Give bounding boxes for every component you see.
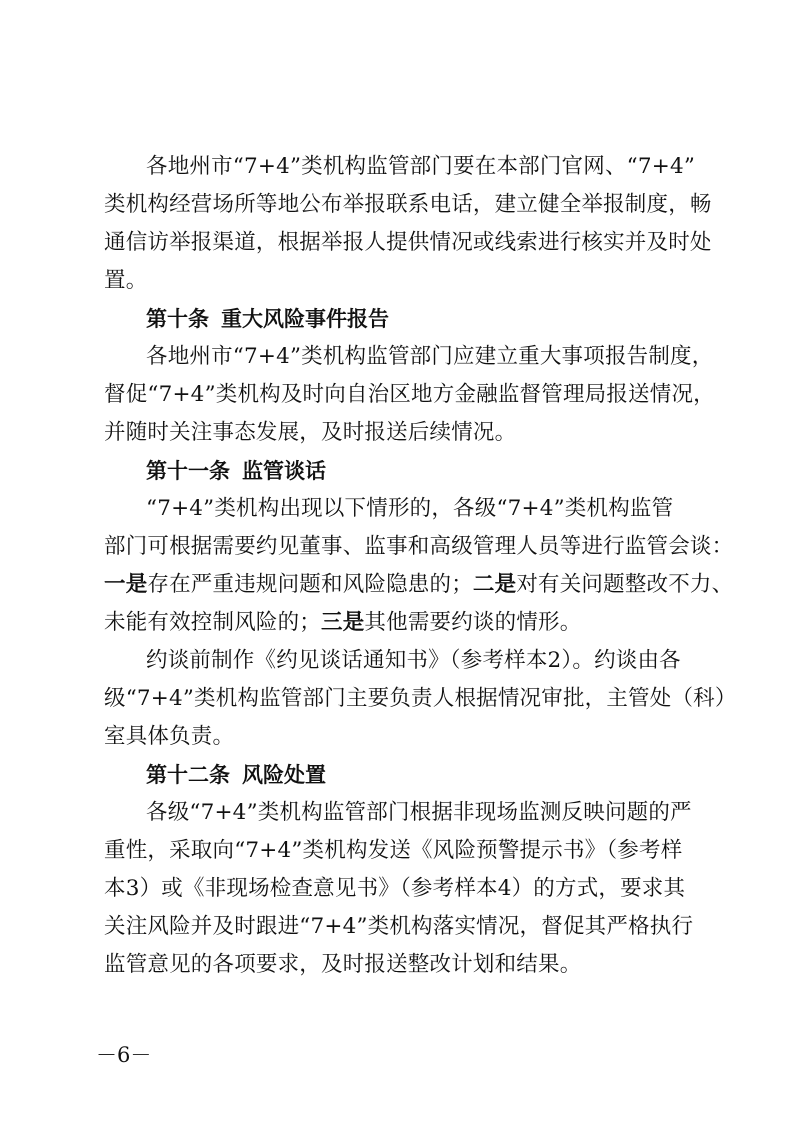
- paragraph-text: 其他需要约谈的情形。: [364, 610, 582, 635]
- article-title: 重大风险事件报告: [221, 307, 389, 331]
- article-number: 第十条: [146, 307, 209, 331]
- paragraph-line: 通信访举报渠道，根据举报人提供情况或线索进行核实并及时处: [104, 230, 712, 255]
- paragraph-line: 督促“7+4”类机构及时向自治区地方金融监督管理局报送情况，: [104, 382, 715, 407]
- paragraph-line: 本3）或《非现场检查意见书》（参考样本4）的方式，要求其: [104, 876, 686, 901]
- paragraph-text: 对有关问题整改不力、: [516, 572, 734, 597]
- paragraph-line: 各地州市“7+4”类机构监管部门要在本部门官网、“7+4”: [146, 154, 696, 179]
- paragraph-line: 各地州市“7+4”类机构监管部门应建立重大事项报告制度，: [146, 344, 714, 369]
- keyword-one: 一是: [104, 572, 148, 597]
- paragraph-line: 重性，采取向“7+4”类机构发送《风险预警提示书》（参考样: [104, 838, 683, 863]
- paragraph-line: 并随时关注事态发展，及时报送后续情况。: [104, 420, 517, 445]
- paragraph-line: 部门可根据需要约见董事、监事和高级管理人员等进行监管会谈：: [104, 534, 734, 559]
- keyword-two: 二是: [472, 572, 517, 597]
- paragraph-text: 未能有效控制风险的；: [104, 610, 322, 635]
- article-title: 风险处置: [242, 763, 326, 787]
- article-heading: [146, 452, 326, 490]
- paragraph-line: 室具体负责。: [104, 724, 235, 749]
- paragraph-line: [104, 604, 704, 642]
- article-heading: [146, 756, 326, 794]
- article-number: 第十二条: [146, 763, 230, 787]
- paragraph-line: “7+4”类机构出现以下情形的，各级“7+4”类机构监管: [146, 496, 674, 521]
- paragraph-text: 存在严重违规问题和风险隐患的；: [147, 572, 473, 597]
- article-number: 第十一条: [146, 459, 230, 483]
- paragraph-line: 类机构经营场所等地公布举报联系电话，建立健全举报制度，畅: [104, 192, 712, 217]
- paragraph-line: [104, 566, 734, 604]
- article-heading: [146, 300, 389, 338]
- paragraph-line: 关注风险并及时跟进“7+4”类机构落实情况，督促其严格执行: [104, 914, 694, 939]
- paragraph-line: 置。: [104, 268, 148, 293]
- page-number: －6－: [96, 1043, 152, 1067]
- paragraph-line: 约谈前制作《约见谈话通知书》（参考样本2）。约谈由各: [146, 648, 681, 673]
- article-title: 监管谈话: [242, 459, 326, 483]
- paragraph-line: 各级“7+4”类机构监管部门根据非现场监测反映问题的严: [146, 800, 692, 825]
- keyword-three: 三是: [321, 610, 365, 635]
- paragraph-line: 监管意见的各项要求，及时报送整改计划和结果。: [104, 952, 582, 977]
- paragraph-line: 级“7+4”类机构监管部门主要负责人根据情况审批，主管处（科）: [104, 686, 737, 711]
